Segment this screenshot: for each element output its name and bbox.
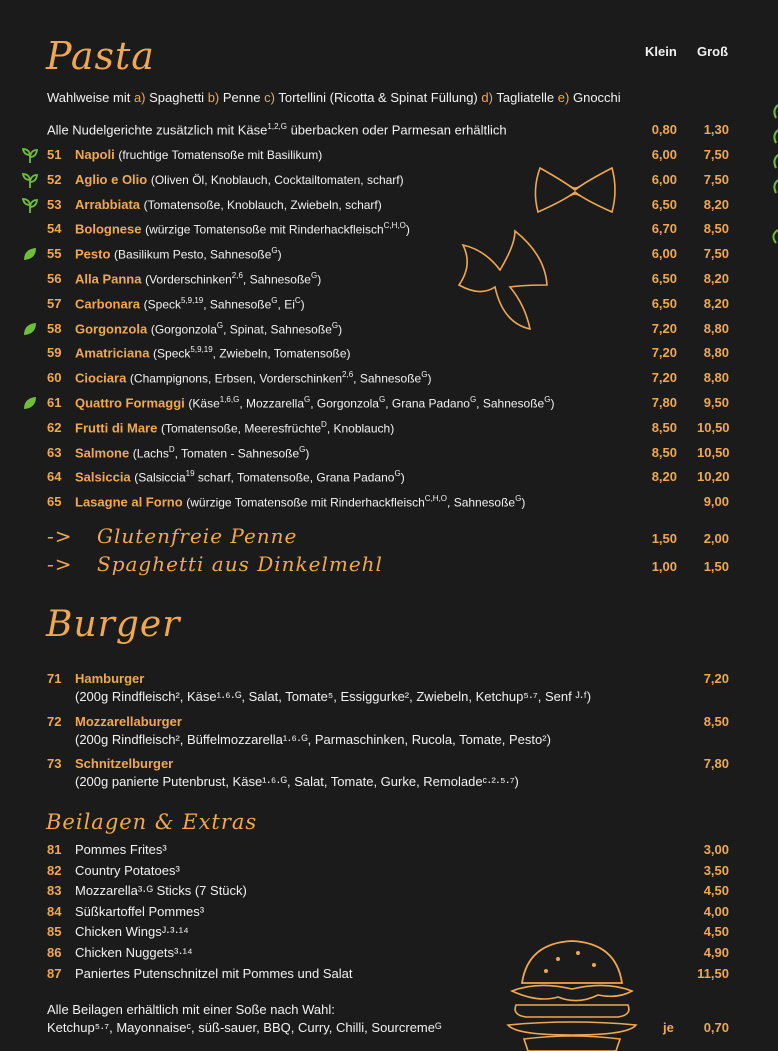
item-name: Süßkartoffel Pommes³: [75, 903, 205, 919]
item-name: Ciociara: [75, 370, 130, 386]
item-number: 53: [47, 196, 62, 212]
item-name: Schnitzelburger: [75, 756, 174, 771]
item-number: 86: [47, 945, 62, 960]
item-text: Quattro Formaggi (Käse$^{1,6,G}$, Mozzarella$^G$, Gorgonzola$^G$, Grana Padano$^G$, Sahnesoße$^G$): [75, 395, 555, 411]
price: 4,00: [703, 903, 729, 919]
sauce-je: je: [663, 1020, 674, 1035]
choice-letter: d): [481, 90, 493, 105]
price-gross: 10,20: [697, 469, 730, 485]
price-gross: 1,50: [703, 559, 729, 574]
item-name: Quattro Formaggi: [75, 395, 189, 411]
pasta-item-row: [47, 445, 747, 469]
sauce-price: 0,70: [703, 1020, 729, 1035]
price: 3,50: [703, 862, 729, 878]
price-klein: 7,20: [651, 320, 677, 336]
burger-item: [47, 714, 747, 754]
farfalle-pasta-illustration-2: [455, 225, 555, 335]
item-text: Bolognese (würzige Tomatensoße mit Rinderhackfleisch$^{C,H,O}$): [75, 221, 410, 237]
item-description: (200g Rindfleisch², Käse¹·⁶·ᴳ, Salat, Tomate⁵, Essiggurke², Zwiebeln, Ketchup⁵·⁷, Senf ᴶ·ᶠ): [75, 689, 592, 704]
item-number: 59: [47, 345, 62, 361]
vegan-sprout-icon: [22, 197, 38, 213]
item-number: 62: [47, 419, 62, 435]
price: 3,00: [703, 842, 729, 857]
choice-letter: c): [264, 90, 275, 105]
price-klein: 1,50: [651, 531, 677, 546]
price-klein: 6,50: [651, 295, 677, 311]
price-klein: 8,50: [651, 444, 677, 460]
item-number: 65: [47, 494, 62, 510]
burger-item: [47, 671, 747, 711]
option-label: Glutenfreie Penne: [97, 524, 298, 548]
price-gross: 1,30: [703, 122, 729, 137]
item-text: Alla Panna (Vorderschinken$^{2,6}$, Sahnesoße$^G$): [75, 271, 322, 287]
price-gross: 8,80: [703, 345, 729, 361]
pasta-item-row: [47, 494, 747, 518]
item-number: 61: [47, 395, 62, 410]
item-number: 64: [47, 469, 62, 485]
item-text: Ciociara (Champignons, Erbsen, Vorderschinken$^{2,6}$, Sahnesoße$^G$): [75, 370, 432, 386]
price-klein: 6,70: [651, 221, 677, 237]
choice-letter: b): [207, 90, 220, 105]
vegetarian-leaf-icon: [22, 395, 38, 411]
burger-illustration: [498, 935, 646, 1051]
sides-heading: Beilagen & Extras: [46, 810, 258, 834]
item-name: Pommes Frites³: [75, 842, 167, 857]
price-gross: 2,00: [703, 531, 729, 546]
price-klein: 7,80: [651, 395, 677, 410]
pasta-item-row: [47, 296, 747, 320]
item-number: 56: [47, 271, 62, 286]
item-name: Mozzarellaburger: [75, 714, 182, 729]
price-gross: 8,80: [703, 320, 729, 336]
pasta-choice-line: [47, 90, 621, 105]
vegan-sprout-icon: [22, 147, 38, 163]
item-description: (200g Rindfleisch², Büffelmozzarella¹·⁶·ᴳ, Parmaschinken, Rucola, Tomate, Pesto²): [75, 732, 551, 747]
item-name: Pesto: [75, 246, 115, 262]
choice-name: Penne: [222, 90, 261, 105]
price-klein: 8,50: [651, 419, 677, 435]
pasta-item-row: [47, 147, 747, 171]
price-gross: 8,80: [703, 370, 729, 386]
price-klein: 6,00: [651, 171, 677, 187]
vegetarian-leaf-icon: [22, 246, 38, 262]
price-gross: 7,50: [703, 171, 729, 187]
price-gross: 7,50: [703, 246, 729, 262]
item-text: Pesto (Basilikum Pesto, Sahnesoße$^G$): [75, 246, 282, 262]
item-name: Paniertes Putenschnitzel mit Pommes und Salat: [75, 965, 353, 981]
item-number: 87: [47, 965, 62, 981]
item-number: 71: [47, 671, 62, 686]
pasta-item-row: [47, 370, 747, 394]
pasta-item-row: [47, 395, 747, 419]
arrow-icon: ->: [47, 524, 73, 548]
price: 7,80: [703, 756, 729, 771]
item-number: 51: [47, 147, 62, 162]
choice-name: Tortellini (Ricotta & Spinat Füllung): [278, 90, 478, 105]
column-header-klein: Klein: [645, 44, 677, 59]
item-number: 52: [47, 171, 62, 187]
burger-item: [47, 756, 747, 796]
item-number: 73: [47, 756, 62, 771]
price: 8,50: [703, 714, 729, 729]
item-name: Amatriciana: [75, 345, 154, 361]
cheese-text: Alle Nudelgerichte zusätzlich mit Käse$^{1,2,G}$ überbacken oder Parmesan erhältlich: [47, 122, 507, 138]
item-description: (200g panierte Putenbrust, Käse¹·⁶·ᴳ, Salat, Tomate, Gurke, Remoladeᶜ·²·⁵·⁷): [75, 774, 519, 789]
item-name: Aglio e Olio: [75, 171, 151, 187]
item-number: 83: [47, 883, 62, 899]
item-name: Hamburger: [75, 671, 145, 686]
price-gross: 9,50: [703, 395, 729, 410]
pasta-item-row: [47, 469, 747, 493]
price-klein: 7,20: [651, 370, 677, 386]
pasta-item-row: [47, 321, 747, 345]
price: 4,50: [703, 924, 729, 940]
sauce-line-2: Ketchup⁵·⁷, Mayonnaiseᶜ, süß-sauer, BBQ, Curry, Chilli, Sourcremeᴳ: [47, 1020, 442, 1035]
item-name: Lasagne al Forno: [75, 494, 187, 510]
item-number: 54: [47, 221, 62, 237]
pasta-heading: Pasta: [46, 34, 155, 78]
choice-name: Tagliatelle: [496, 90, 555, 105]
item-text: Gorgonzola (Gorgonzola$^G$, Spinat, Sahnesoße$^G$): [75, 320, 343, 336]
price-klein: 6,50: [651, 196, 677, 212]
item-name: Chicken Wingsᴶ·³·¹⁴: [75, 924, 189, 940]
choice-name: Spaghetti: [149, 90, 205, 105]
pasta-item-row: [47, 271, 747, 295]
vegan-sprout-icon: [22, 172, 38, 188]
item-number: 84: [47, 903, 62, 919]
item-name: Arrabbiata: [75, 196, 144, 212]
price-gross: 8,20: [703, 196, 729, 212]
option-prices: [47, 559, 747, 583]
item-number: 57: [47, 295, 62, 311]
item-name: Salsiccia: [75, 469, 135, 485]
item-name: Country Potatoes³: [75, 862, 180, 878]
item-name: Napoli: [75, 147, 119, 162]
item-text: Frutti di Mare (Tomatensoße, Meeresfrüchte$^D$, Knoblauch): [75, 419, 395, 436]
price-klein: 6,00: [651, 147, 677, 162]
item-text: Salmone (Lachs$^D$, Tomaten - Sahnesoße$^G$): [75, 444, 310, 460]
arrow-icon: ->: [47, 552, 73, 576]
column-header-gross: Groß: [697, 44, 729, 59]
price-gross: 10,50: [697, 444, 730, 460]
item-name: Gorgonzola: [75, 320, 151, 336]
item-text: Salsiccia (Salsiccia$^{19}$ scharf, Tomatensoße, Grana Padano$^G$): [75, 469, 405, 485]
price-gross: 10,50: [697, 419, 730, 435]
leaf-decoration: [768, 100, 778, 250]
price-klein: 1,00: [651, 559, 677, 574]
farfalle-pasta-illustration: [530, 160, 620, 220]
choice-name: Gnocchi: [572, 90, 621, 105]
item-number: 82: [47, 862, 62, 878]
item-number: 63: [47, 444, 62, 460]
choice-prefix: Wahlweise mit: [47, 90, 131, 105]
price-klein: 8,20: [651, 469, 677, 485]
item-name: Bolognese: [75, 221, 146, 237]
item-name: Alla Panna: [75, 271, 146, 287]
price-gross: 8,20: [703, 271, 729, 286]
price: 4,90: [703, 945, 729, 960]
price-klein: 6,00: [651, 246, 677, 262]
item-number: 81: [47, 842, 62, 857]
item-name: Carbonara: [75, 296, 144, 312]
item-number: 72: [47, 714, 62, 729]
sauce-line-1: Alle Beilagen erhältlich mit einer Soße nach Wahl:: [47, 1002, 335, 1017]
price-gross: 8,50: [703, 221, 729, 237]
item-name: Salmone: [75, 444, 133, 460]
choice-letter: a): [133, 90, 146, 105]
item-name: Frutti di Mare: [75, 420, 161, 436]
item-number: 58: [47, 320, 62, 336]
pasta-item-row: [47, 345, 747, 369]
price: 7,20: [703, 671, 729, 686]
price-gross: 7,50: [703, 147, 729, 162]
price-gross: 9,00: [703, 494, 729, 510]
price-klein: 7,20: [651, 345, 677, 361]
item-text: Aglio e Olio (Oliven Öl, Knoblauch, Cocktailtomaten, scharf): [75, 171, 404, 187]
choice-letter: e): [557, 90, 570, 105]
pasta-item-row: [47, 197, 747, 221]
price-klein: 0,80: [651, 122, 677, 137]
item-name: Mozzarella³·ᴳ Sticks (7 Stück): [75, 883, 247, 899]
item-number: 85: [47, 924, 62, 940]
item-text: Amatriciana (Speck$^{5,9,19}$, Zwiebeln, Tomatensoße): [75, 345, 351, 361]
price: 11,50: [697, 965, 729, 981]
item-text: Arrabbiata (Tomatensoße, Knoblauch, Zwiebeln, scharf): [75, 196, 382, 212]
item-number: 55: [47, 246, 62, 262]
item-text: Lasagne al Forno (würzige Tomatensoße mit Rinderhackfleisch$^{C,H,O}$, Sahnesoße$^G$): [75, 494, 526, 510]
price-gross: 8,20: [703, 295, 729, 311]
item-number: 60: [47, 370, 62, 386]
option-label: Spaghetti aus Dinkelmehl: [97, 552, 383, 576]
pasta-item-row: [47, 172, 747, 196]
burger-heading: Burger: [46, 604, 181, 645]
cheese-extra-row: [47, 122, 747, 146]
pasta-item-row: [47, 246, 747, 270]
vegetarian-leaf-icon: [22, 321, 38, 337]
item-text: Carbonara (Speck$^{5,9,19}$, Sahnesoße$^G$, $Ei^C$): [75, 295, 305, 312]
price: 4,50: [703, 883, 729, 899]
pasta-item-row: [47, 420, 747, 444]
item-text: Napoli (fruchtige Tomatensoße mit Basilikum): [75, 147, 323, 162]
item-name: Chicken Nuggets³·¹⁴: [75, 945, 193, 960]
pasta-item-row: [47, 221, 747, 245]
price-klein: 6,50: [651, 271, 677, 286]
